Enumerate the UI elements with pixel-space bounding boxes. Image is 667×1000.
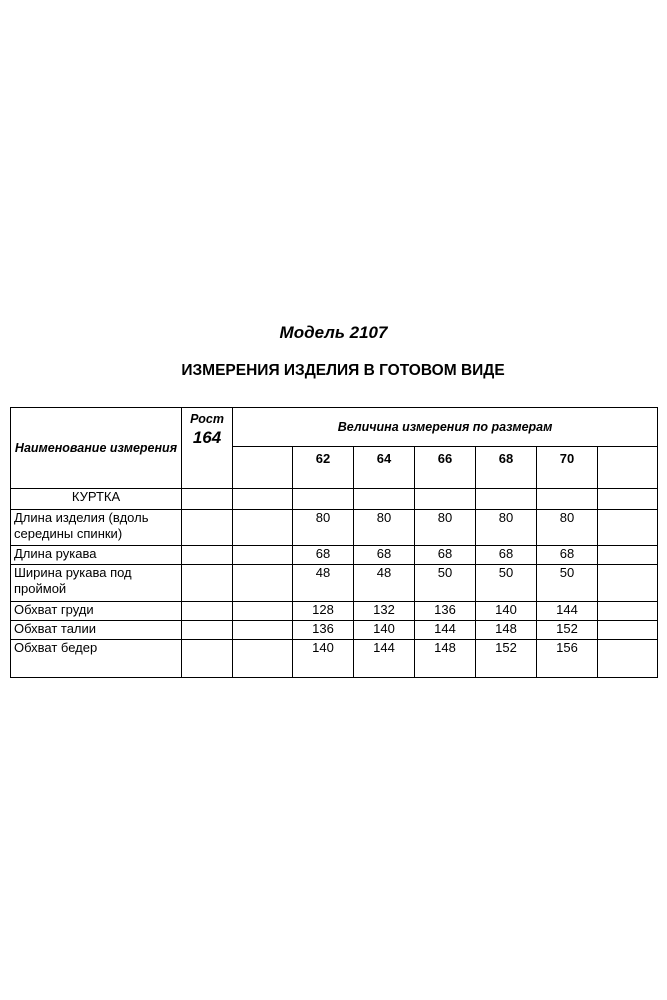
table-cell <box>537 489 598 510</box>
header-name-text: Наименование измерения <box>14 440 178 455</box>
header-size-cell <box>598 447 658 489</box>
blank-cell <box>233 546 293 565</box>
value-cell: 68 <box>293 546 354 565</box>
value-cell: 156 <box>537 640 598 678</box>
value-cell: 48 <box>293 565 354 602</box>
rost-value: 164 <box>192 428 222 447</box>
header-rost-cell <box>182 408 233 489</box>
value-cell: 136 <box>415 602 476 621</box>
value-cell: 68 <box>537 546 598 565</box>
row-label: Обхват груди <box>11 602 182 621</box>
row-label: Ширина рукава под проймой <box>11 565 182 602</box>
value-cell: 144 <box>354 640 415 678</box>
value-cell: 68 <box>415 546 476 565</box>
value-cell: 144 <box>537 602 598 621</box>
table-cell <box>354 489 415 510</box>
rost-cell <box>182 510 233 546</box>
value-cell: 140 <box>354 621 415 640</box>
table-row <box>11 640 658 678</box>
header-size-cell: 68 <box>476 447 537 489</box>
measurements-table <box>10 407 658 678</box>
value-cell: 140 <box>476 602 537 621</box>
table-cell <box>233 489 293 510</box>
header-size-cell: 66 <box>415 447 476 489</box>
value-cell <box>598 546 658 565</box>
blank-cell <box>233 640 293 678</box>
value-cell: 80 <box>293 510 354 546</box>
value-cell: 152 <box>476 640 537 678</box>
value-cell: 68 <box>476 546 537 565</box>
value-cell <box>598 510 658 546</box>
header-size-cell: 62 <box>293 447 354 489</box>
blank-cell <box>233 602 293 621</box>
value-cell: 48 <box>354 565 415 602</box>
value-cell: 128 <box>293 602 354 621</box>
value-cell: 140 <box>293 640 354 678</box>
rost-cell <box>182 621 233 640</box>
value-cell: 80 <box>476 510 537 546</box>
rost-cell <box>182 565 233 602</box>
header-name-cell <box>11 408 182 489</box>
blank-cell <box>233 621 293 640</box>
value-cell: 80 <box>537 510 598 546</box>
header-size-group-text: Величина измерения по размерам <box>337 420 553 434</box>
header-row <box>11 408 658 447</box>
row-label: Обхват бедер <box>11 640 182 678</box>
value-cell: 132 <box>354 602 415 621</box>
value-cell <box>598 621 658 640</box>
value-cell: 148 <box>415 640 476 678</box>
value-cell: 68 <box>354 546 415 565</box>
table-row <box>11 602 658 621</box>
value-cell: 80 <box>415 510 476 546</box>
section-row <box>11 489 658 510</box>
table-row <box>11 565 658 602</box>
value-cell: 80 <box>354 510 415 546</box>
row-label: Длина изделия (вдоль середины спинки) <box>11 510 182 546</box>
table-row <box>11 510 658 546</box>
table-row <box>11 621 658 640</box>
rost-cell <box>182 640 233 678</box>
blank-cell <box>233 510 293 546</box>
header-size-cell: 64 <box>354 447 415 489</box>
header-size-cell: 70 <box>537 447 598 489</box>
value-cell <box>598 565 658 602</box>
value-cell: 148 <box>476 621 537 640</box>
value-cell: 50 <box>415 565 476 602</box>
value-cell: 144 <box>415 621 476 640</box>
document-title: ИЗМЕРЕНИЯ ИЗДЕЛИЯ В ГОТОВОМ ВИДЕ <box>181 362 505 379</box>
rost-cell <box>182 602 233 621</box>
value-cell: 50 <box>476 565 537 602</box>
header-size-blank <box>233 447 293 489</box>
header-size-group <box>233 408 658 447</box>
model-title: Модель 2107 <box>279 323 388 342</box>
value-cell <box>598 602 658 621</box>
value-cell: 136 <box>293 621 354 640</box>
section-label: КУРТКА <box>11 489 182 510</box>
value-cell: 152 <box>537 621 598 640</box>
table-cell <box>476 489 537 510</box>
row-label: Длина рукава <box>11 546 182 565</box>
rost-cell <box>182 546 233 565</box>
rost-label: Рост <box>190 412 224 426</box>
table-row <box>11 546 658 565</box>
blank-cell <box>233 565 293 602</box>
value-cell <box>598 640 658 678</box>
table-cell <box>182 489 233 510</box>
row-label: Обхват талии <box>11 621 182 640</box>
table-cell <box>598 489 658 510</box>
table-cell <box>293 489 354 510</box>
table-cell <box>415 489 476 510</box>
value-cell: 50 <box>537 565 598 602</box>
